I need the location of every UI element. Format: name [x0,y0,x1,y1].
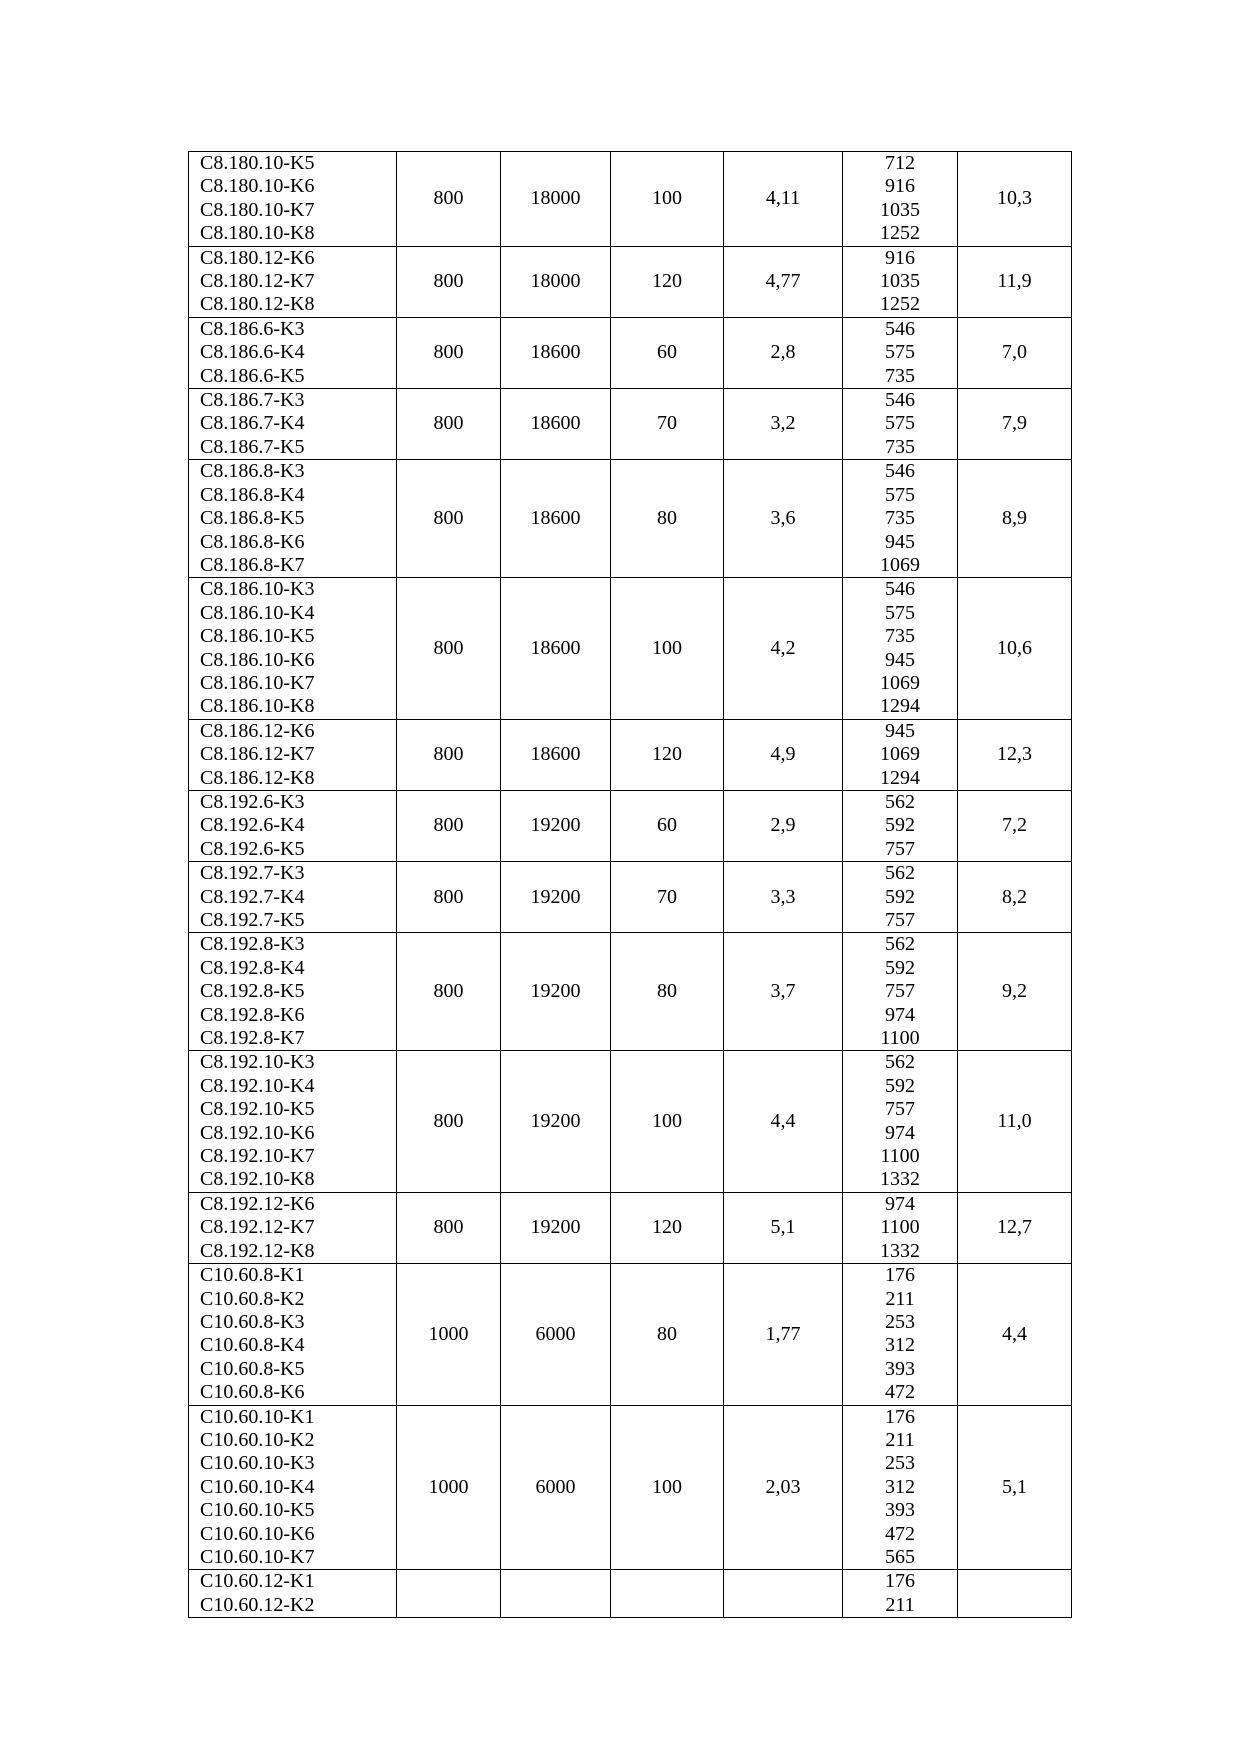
product-mark: C8.186.10-K7 [200,671,315,694]
load-value: 176 [885,1570,915,1593]
load-value: 1294 [880,766,920,789]
product-mark: C10.60.10-K3 [200,1452,315,1475]
product-mark: C8.186.10-K4 [200,601,315,624]
load-value: 575 [885,601,915,624]
height-cell: 100 [611,152,724,247]
load-value: 211 [885,1287,915,1310]
product-mark: C10.60.12-K2 [200,1593,315,1616]
load-value: 472 [885,1381,915,1404]
product-mark: C8.186.6-K4 [200,341,305,364]
product-table [188,151,1072,1618]
load-value: 757 [885,1098,915,1121]
mark-cell [189,1051,397,1192]
value-cell: 3,3 [724,862,843,933]
value-cell: 2,03 [724,1405,843,1570]
load-value: 472 [885,1522,915,1545]
load-value: 974 [885,1003,915,1026]
width-cell: 800 [397,933,501,1051]
height-cell: 80 [611,933,724,1051]
value-cell: 2,8 [724,317,843,388]
load-cell [843,862,958,933]
length-cell: 19200 [501,933,611,1051]
load-value: 1069 [880,671,920,694]
load-value: 735 [885,625,915,648]
mark-cell [189,460,397,578]
product-mark: C8.192.10-K5 [200,1098,315,1121]
height-cell: 70 [611,862,724,933]
product-mark: C10.60.12-K1 [200,1570,315,1593]
table-row [189,317,1072,388]
load-value: 253 [885,1452,915,1475]
product-mark: C8.192.12-K6 [200,1192,315,1215]
load-value: 592 [885,885,915,908]
height-cell: 120 [611,1192,724,1263]
length-cell: 18600 [501,317,611,388]
load-cell [843,152,958,247]
product-mark: C8.186.7-K5 [200,435,305,458]
width-cell: 1000 [397,1264,501,1405]
load-value: 945 [885,648,915,671]
load-value: 974 [885,1192,915,1215]
product-mark: C8.186.6-K3 [200,317,305,340]
load-value: 393 [885,1499,915,1522]
mark-cell [189,317,397,388]
product-mark: C8.192.10-K6 [200,1121,315,1144]
mark-cell [189,933,397,1051]
width-cell: 800 [397,719,501,790]
length-cell: 6000 [501,1405,611,1570]
load-value: 546 [885,317,915,340]
product-mark: C8.186.8-K6 [200,530,305,553]
mass-cell: 12,3 [958,719,1072,790]
load-value: 712 [885,152,915,174]
table-row [189,152,1072,247]
height-cell: 100 [611,1051,724,1192]
load-value: 1294 [880,695,920,718]
length-cell: 6000 [501,1264,611,1405]
value-cell: 4,4 [724,1051,843,1192]
load-value: 211 [885,1428,915,1451]
width-cell: 800 [397,317,501,388]
height-cell: 60 [611,790,724,861]
load-cell [843,1405,958,1570]
length-cell: 18000 [501,152,611,247]
load-cell [843,389,958,460]
length-cell: 18000 [501,246,611,317]
product-mark: C8.192.12-K8 [200,1239,315,1262]
length-cell: 18600 [501,719,611,790]
mass-cell: 7,0 [958,317,1072,388]
load-value: 757 [885,837,915,860]
product-mark: C10.60.10-K1 [200,1405,315,1428]
load-cell [843,460,958,578]
product-mark: C8.192.7-K3 [200,862,305,885]
width-cell: 800 [397,389,501,460]
product-mark: C8.192.7-K5 [200,909,305,931]
load-value: 1100 [880,1145,920,1168]
value-cell: 1,77 [724,1264,843,1405]
load-value: 974 [885,1121,915,1144]
load-value: 1332 [880,1239,920,1262]
product-mark: C10.60.10-K5 [200,1499,315,1522]
table-row [189,1051,1072,1192]
length-cell: 18600 [501,389,611,460]
mass-cell: 8,9 [958,460,1072,578]
product-mark: C8.180.12-K8 [200,293,315,316]
table-row [189,389,1072,460]
table-row [189,1570,1072,1618]
product-mark: C8.192.12-K7 [200,1216,315,1239]
load-value: 916 [885,246,915,269]
length-cell: 19200 [501,1192,611,1263]
load-value: 735 [885,435,915,458]
mass-cell: 5,1 [958,1405,1072,1570]
mass-cell: 11,9 [958,246,1072,317]
height-cell: 100 [611,1405,724,1570]
width-cell: 800 [397,790,501,861]
load-cell [843,790,958,861]
width-cell: 800 [397,1192,501,1263]
load-cell [843,246,958,317]
table-row [189,578,1072,719]
value-cell: 3,7 [724,933,843,1051]
product-mark: C10.60.8-K2 [200,1287,305,1310]
value-cell: 4,2 [724,578,843,719]
value-cell: 4,11 [724,152,843,247]
product-mark: C8.192.10-K7 [200,1145,315,1168]
product-mark: C8.192.8-K3 [200,933,305,956]
load-value: 565 [885,1545,915,1568]
product-mark: C8.180.10-K8 [200,222,315,245]
length-cell: 18600 [501,460,611,578]
product-mark: C8.192.10-K4 [200,1074,315,1097]
load-value: 945 [885,530,915,553]
product-mark: C10.60.8-K1 [200,1264,305,1287]
height-cell [611,1570,724,1618]
mass-cell: 7,9 [958,389,1072,460]
mark-cell [189,1405,397,1570]
product-mark: C8.180.10-K5 [200,152,315,174]
height-cell: 120 [611,719,724,790]
product-mark: C10.60.10-K4 [200,1475,315,1498]
product-mark: C8.186.10-K3 [200,578,315,601]
load-value: 592 [885,956,915,979]
load-value: 1252 [880,293,920,316]
product-mark: C8.186.12-K8 [200,766,315,789]
table-row [189,790,1072,861]
product-mark: C8.186.10-K5 [200,625,315,648]
load-value: 1100 [880,1216,920,1239]
product-mark: C10.60.8-K6 [200,1381,305,1404]
load-value: 562 [885,862,915,885]
product-mark: C8.192.6-K5 [200,837,305,860]
load-value: 916 [885,175,915,198]
mass-cell: 8,2 [958,862,1072,933]
mark-cell [189,1570,397,1618]
load-value: 757 [885,980,915,1003]
width-cell: 800 [397,460,501,578]
value-cell: 5,1 [724,1192,843,1263]
mark-cell [189,246,397,317]
product-mark: C8.186.6-K5 [200,364,305,387]
product-mark: C8.186.12-K6 [200,719,315,742]
product-mark: C8.192.6-K3 [200,790,305,813]
product-mark: C8.186.7-K4 [200,412,305,435]
product-mark: C8.192.8-K5 [200,980,305,1003]
mark-cell [189,152,397,247]
table-row [189,933,1072,1051]
load-value: 575 [885,483,915,506]
product-mark: C10.60.10-K6 [200,1522,315,1545]
product-mark: C8.192.6-K4 [200,814,305,837]
load-value: 945 [885,719,915,742]
load-value: 592 [885,814,915,837]
value-cell [724,1570,843,1618]
product-mark: C8.186.8-K5 [200,507,305,530]
load-value: 312 [885,1334,915,1357]
value-cell: 3,2 [724,389,843,460]
load-value: 1252 [880,222,920,245]
table-row [189,1405,1072,1570]
load-value: 176 [885,1405,915,1428]
load-value: 211 [885,1593,915,1616]
product-mark: C8.186.7-K3 [200,389,305,412]
mark-cell [189,1264,397,1405]
width-cell: 800 [397,578,501,719]
table-row [189,862,1072,933]
mark-cell [189,862,397,933]
product-mark: C10.60.10-K2 [200,1428,315,1451]
height-cell: 100 [611,578,724,719]
width-cell: 1000 [397,1405,501,1570]
load-value: 546 [885,460,915,483]
load-value: 575 [885,341,915,364]
product-mark: C8.180.10-K7 [200,198,315,221]
value-cell: 4,9 [724,719,843,790]
width-cell: 800 [397,246,501,317]
load-value: 1069 [880,553,920,576]
load-cell [843,719,958,790]
load-value: 562 [885,933,915,956]
mark-cell [189,1192,397,1263]
height-cell: 60 [611,317,724,388]
mass-cell [958,1570,1072,1618]
load-value: 575 [885,412,915,435]
load-value: 735 [885,507,915,530]
length-cell: 19200 [501,1051,611,1192]
product-mark: C10.60.10-K7 [200,1545,315,1568]
product-mark: C10.60.8-K5 [200,1357,305,1380]
load-value: 757 [885,909,915,931]
load-cell [843,933,958,1051]
width-cell: 800 [397,152,501,247]
product-mark: C8.192.8-K7 [200,1027,305,1050]
height-cell: 80 [611,1264,724,1405]
product-mark: C8.186.12-K7 [200,743,315,766]
load-value: 1332 [880,1168,920,1191]
length-cell: 19200 [501,790,611,861]
product-mark: C8.192.10-K8 [200,1168,315,1191]
load-value: 1035 [880,270,920,293]
mass-cell: 10,3 [958,152,1072,247]
mass-cell: 11,0 [958,1051,1072,1192]
width-cell: 800 [397,1051,501,1192]
product-mark: C8.186.8-K3 [200,460,305,483]
table-body [189,152,1072,1618]
mass-cell: 10,6 [958,578,1072,719]
table-row [189,1192,1072,1263]
table-row [189,460,1072,578]
product-mark: C8.186.10-K8 [200,695,315,718]
load-value: 546 [885,389,915,412]
load-cell [843,1264,958,1405]
product-mark: C8.180.12-K7 [200,270,315,293]
height-cell: 120 [611,246,724,317]
mass-cell: 4,4 [958,1264,1072,1405]
load-value: 393 [885,1357,915,1380]
load-value: 562 [885,790,915,813]
mass-cell: 9,2 [958,933,1072,1051]
load-value: 176 [885,1264,915,1287]
product-mark: C8.186.10-K6 [200,648,315,671]
width-cell [397,1570,501,1618]
height-cell: 70 [611,389,724,460]
load-cell [843,578,958,719]
mark-cell [189,790,397,861]
product-mark: C8.192.10-K3 [200,1051,315,1074]
load-value: 562 [885,1051,915,1074]
length-cell [501,1570,611,1618]
mass-cell: 12,7 [958,1192,1072,1263]
load-cell [843,1051,958,1192]
product-mark: C8.186.8-K4 [200,483,305,506]
product-mark: C8.186.8-K7 [200,553,305,576]
load-value: 735 [885,364,915,387]
product-mark: C8.180.12-K6 [200,246,315,269]
product-mark: C8.192.8-K6 [200,1003,305,1026]
load-cell [843,317,958,388]
mark-cell [189,719,397,790]
product-mark: C8.180.10-K6 [200,175,315,198]
width-cell: 800 [397,862,501,933]
table-row [189,246,1072,317]
load-value: 546 [885,578,915,601]
load-cell [843,1570,958,1618]
table-row [189,1264,1072,1405]
mark-cell [189,389,397,460]
load-value: 1100 [880,1027,920,1050]
load-value: 1035 [880,198,920,221]
mark-cell [189,578,397,719]
length-cell: 18600 [501,578,611,719]
load-value: 312 [885,1475,915,1498]
load-value: 253 [885,1310,915,1333]
length-cell: 19200 [501,862,611,933]
product-mark: C10.60.8-K4 [200,1334,305,1357]
product-mark: C8.192.8-K4 [200,956,305,979]
value-cell: 2,9 [724,790,843,861]
load-value: 592 [885,1074,915,1097]
value-cell: 3,6 [724,460,843,578]
load-cell [843,1192,958,1263]
product-mark: C8.192.7-K4 [200,885,305,908]
height-cell: 80 [611,460,724,578]
value-cell: 4,77 [724,246,843,317]
mass-cell: 7,2 [958,790,1072,861]
product-mark: C10.60.8-K3 [200,1310,305,1333]
table-row [189,719,1072,790]
load-value: 1069 [880,743,920,766]
